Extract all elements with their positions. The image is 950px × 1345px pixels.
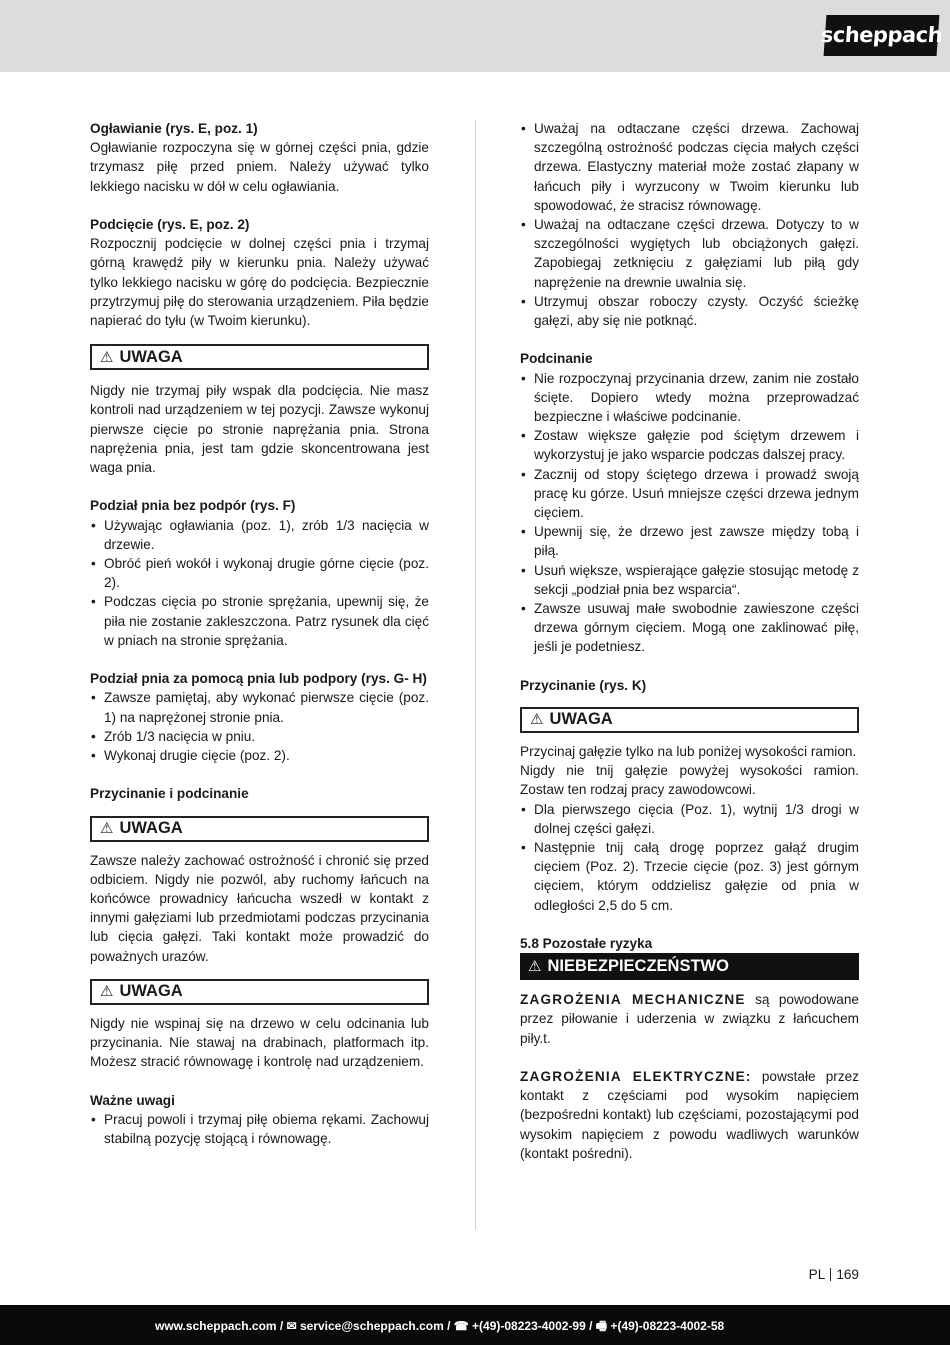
list-item: • Zawsze usuwaj małe swobodnie zawieszone części drzewa górnym cięciem. Mogą one zaklinować piłę, jeśli je podetniesz. [520, 599, 859, 657]
warning-icon: ⚠ [528, 958, 542, 976]
warning-label: UWAGA [119, 982, 183, 1001]
column-divider [475, 120, 476, 1230]
list-item: • Zrób 1/3 nacięcia w pniu. [90, 727, 429, 746]
list-item: • Utrzymuj obszar roboczy czysty. Oczyść ścieżkę gałęzi, aby się nie potknąć. [520, 292, 859, 330]
warning-box [90, 344, 429, 370]
paragraph: Nigdy nie wspinaj się na drzewo w celu odcinania lub przycinania. Nie stawaj na drabinach, platformach itp. Możesz stracić równowagę i kontrolę nad urządzeniem. [90, 1015, 429, 1070]
warning-box [520, 707, 859, 733]
hazard-text: powstałe przez kontakt z częściami pod wysokim napięciem (bezpośredni kontakt) lub częściami, pozostającymi pod wysokim napięciem z powodu wadliwych warunków (kontakt pośredni). [520, 1069, 859, 1161]
paragraph: Rozpocznij podcięcie w dolnej części pnia i trzymaj górną krawędź piły w kierunku pnia. Należy używać tylko lekkiego nacisku w górę do podcięcia. Bezpiecznie przytrzymuj piłę do sterowania urządzeniem. Piła będzie napierać do tyłu (w Twoim kierunku). [90, 236, 429, 329]
hazard-label: ZAGROŻENIA ELEKTRYCZNE: [520, 1069, 752, 1085]
list-item: • Podczas cięcia po stronie sprężania, upewnij się, że piła nie zostanie zakleszczona. Patrz rysunek dla cięć w pniach na stronie sprężania. [90, 592, 429, 650]
list-item: • Następnie tnij całą drogę poprzez gałąź drugim cięciem (Poz. 2). Trzecie cięcie (poz. 3) jest górnym cięciem, którym oddzielisz gałęzie od pnia w odległości 2,5 do 5 cm. [520, 838, 859, 915]
list-item: • Uważaj na odtaczane części drzewa. Dotyczy to w szczególności wygiętych lub obciążonych gałęzi. Zapobiegaj zetknięciu z gałęziami lub piłą gdy naprężenie na drewnie uwalnia się. [520, 215, 859, 292]
paragraph: Nigdy nie tnij gałęzie powyżej wysokości ramion. Zostaw ten rodzaj pracy zawodowcowi. [520, 763, 859, 798]
footer-contact: www.scheppach.com / ✉ service@scheppach.com / ☎ +(49)-08223-4002-99 / 🖷 +(49)-08223-4002-58 [155, 1319, 725, 1333]
hazard-label: ZAGROŻENIA MECHANICZNE [520, 992, 746, 1008]
paragraph [520, 1067, 859, 1163]
bullet-list [90, 516, 429, 650]
warning-label: UWAGA [119, 819, 183, 838]
list-item: • Dla pierwszego cięcia (Poz. 1), wytnij 1/3 drogi w dolnej części gałęzi. [520, 800, 859, 838]
warning-label: UWAGA [549, 710, 613, 729]
right-column [520, 119, 859, 1163]
list-item: • Obróć pień wokół i wykonaj drugie górne cięcie (poz. 2). [90, 554, 429, 592]
section-heading: Podcięcie (rys. E, poz. 2) [90, 217, 250, 232]
footer-bar [0, 1305, 950, 1345]
danger-label: NIEBEZPIECZEŃSTWO [547, 957, 729, 976]
bullet-list [90, 1110, 429, 1148]
paragraph: Ogławianie rozpoczyna się w górnej części pnia, gdzie trzymasz piłę przed pniem. Należy używać tylko lekkiego nacisku w dół w celu ogławiania. [90, 140, 429, 194]
bullet-list [520, 800, 859, 915]
warning-label: UWAGA [119, 347, 183, 366]
warning-icon: ⚠ [100, 820, 114, 838]
warning-box [90, 816, 429, 842]
page-number-value: 169 [836, 1267, 859, 1282]
paragraph: Przycinaj gałęzie tylko na lub poniżej wysokości ramion. [520, 744, 857, 760]
paragraph: Zawsze należy zachować ostrożność i chronić się przed odbiciem. Nigdy nie pozwól, aby ruchomy łańcuch na końcówce prowadnicy łańcucha wszedł w kontakt z innymi gałęziami lub przedmiotami podczas przycinania lub cięcia gałęzi. Taki kontakt może prowadzić do poważnych urazów. [90, 852, 429, 964]
paragraph: Nigdy nie trzymaj piły wspak dla podcięcia. Nie masz kontroli nad urządzeniem w tej pozycji. Zawsze wykonuj pierwsze cięcie po stronie naprężania pnia. Strona naprężenia pnia, jest tam gdzie skoncentrowana jest waga pnia. [90, 383, 429, 476]
section-heading: Podział pnia za pomocą pnia lub podpory (rys. G- H) [90, 671, 427, 687]
section-heading: Przycinanie i podcinanie [90, 786, 249, 802]
warning-icon: ⚠ [100, 983, 114, 1001]
warning-box [90, 979, 429, 1005]
bullet-list [520, 369, 859, 657]
list-item: • Zostaw większe gałęzie pod ściętym drzewem i wykorzystuj je jako wsparcie podczas dalszej pracy. [520, 426, 859, 464]
bullet-list [90, 688, 429, 765]
list-item: • Upewnij się, że drzewo jest zawsze między tobą i piłą. [520, 522, 859, 560]
brand-logo: scheppach [824, 15, 940, 56]
section-heading: Ogławianie (rys. E, poz. 1) [90, 121, 258, 136]
list-item: • Zacznij od stopy ściętego drzewa i prowadź swoją pracę ku górze. Usuń mniejsze części drzewa jednym cięciem. [520, 465, 859, 523]
danger-box [520, 953, 859, 980]
section-heading: Przycinanie (rys. K) [520, 677, 647, 693]
list-item: • Nie rozpoczynaj przycinania drzew, zanim nie zostało ścięte. Dopiero wtedy można przeprowadzać bezpieczne i właściwe podcinanie. [520, 369, 859, 427]
warning-icon: ⚠ [530, 711, 544, 729]
section-heading: 5.8 Pozostałe ryzyka [520, 936, 653, 952]
paragraph [520, 990, 859, 1048]
bullet-list [520, 119, 859, 330]
section-heading: Ważne uwagi [90, 1092, 175, 1108]
header-bar [0, 0, 950, 72]
page-language: PL [808, 1267, 826, 1282]
list-item: • Uważaj na odtaczane części drzewa. Zachowaj szczególną ostrożność podczas cięcia małych części drzewa. Elastyczny materiał może zostać złapany w łańcuch piły i wyrzucony w Twoim kierunku lub spowodować, że stracisz równowagę. [520, 119, 859, 215]
left-column [90, 119, 429, 1148]
list-item: • Pracuj powoli i trzymaj piłę obiema rękami. Zachowuj stabilną pozycję stojącą i równowagę. [90, 1110, 429, 1148]
hazard-text: są powodowane przez piłowanie i uderzenia w związku z łańcuchem piły.t. [520, 992, 859, 1046]
list-item: • Usuń większe, wspierające gałęzie stosując metodę z sekcji „podział pnia bez wsparcia“. [520, 561, 859, 599]
section-heading: Podcinanie [520, 351, 593, 367]
page-number [809, 1265, 859, 1284]
warning-icon: ⚠ [100, 348, 114, 366]
section-heading: Podział pnia bez podpór (rys. F) [90, 498, 296, 514]
list-item: • Zawsze pamiętaj, aby wykonać pierwsze cięcie (poz. 1) na naprężonej stronie pnia. [90, 688, 429, 726]
list-item: • Wykonaj drugie cięcie (poz. 2). [90, 746, 429, 765]
list-item: • Używając ogławiania (poz. 1), zrób 1/3 nacięcia w drzewie. [90, 516, 429, 554]
